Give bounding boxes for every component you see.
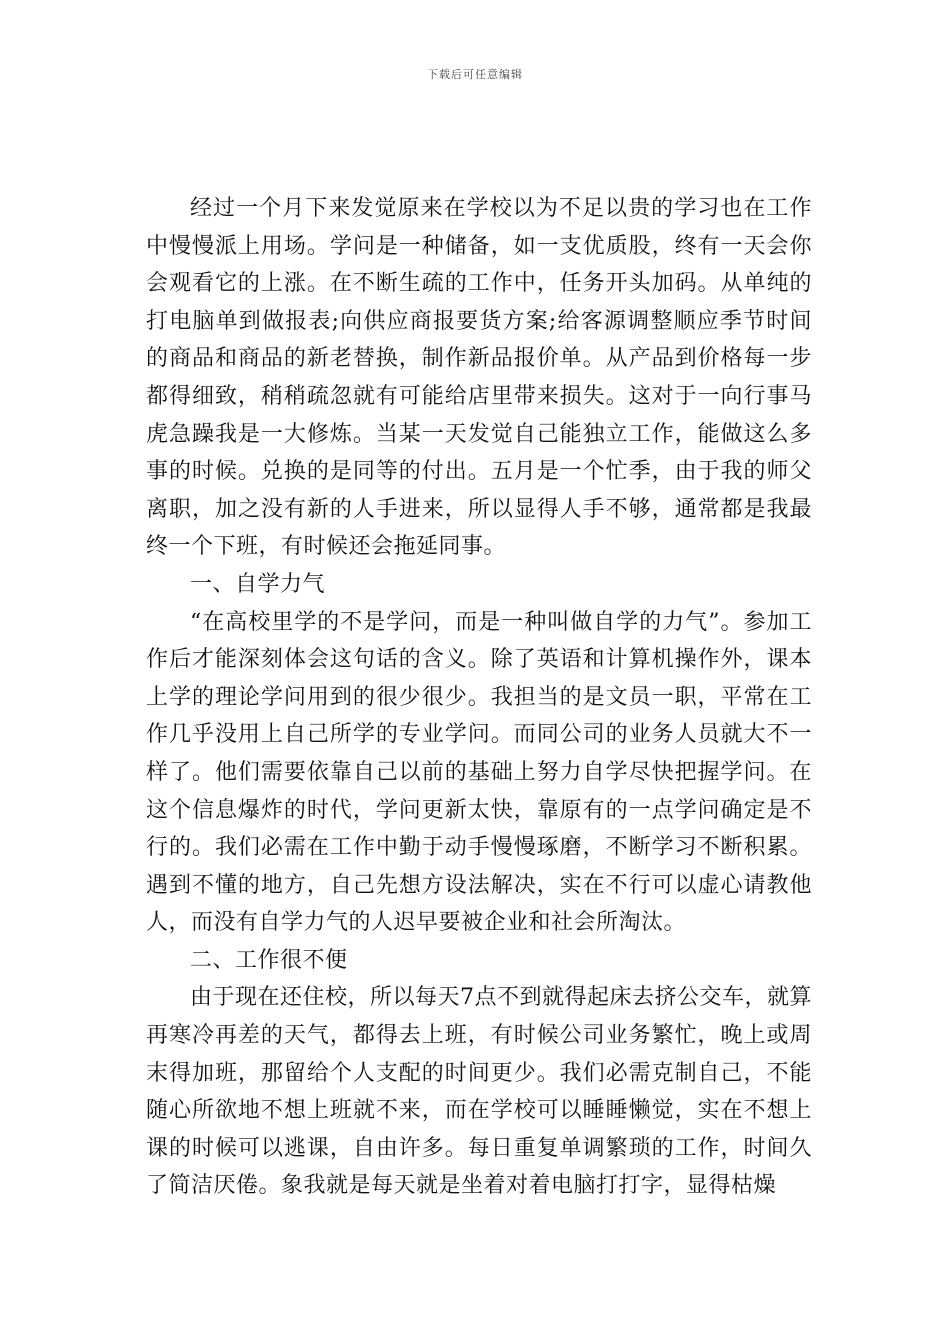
section-heading-work-inconvenience: 二、工作很不便 [190,947,348,973]
paragraph-work-inconvenience: 由于现在还住校，所以每天7点不到就得起床去挤公交车，就算再寒冷再差的天气，都得去上班，有时候公司业务繁忙，晚上或周末得加班，那留给个人支配的时间更少。我们必需克制自己，不能随心所欲地不想上班就不来，而在学校可以睡睡懒觉，实在不想上课的时候可以逃课，自由许多。每日重复单调繁琐的工作，时间久了简洁厌倦。象我就是每天就是坐着对着电脑打打字，显得枯燥 [146,985,812,1199]
section-heading-self-study: 一、自学力气 [190,571,326,597]
document-body [146,190,812,1205]
paragraph-intro: 经过一个月下来发觉原来在学校以为不足以贵的学习也在工作中慢慢派上用场。学问是一种储备，如一支优质股，终有一天会你会观看它的上涨。在不断生疏的工作中，任务开头加码。从单纯的打电脑单到做报表;向供应商报要货方案;给客源调整顺应季节时间的商品和商品的新老替换，制作新品报价单。从产品到价格每一步都得细致，稍稍疏忽就有可能给店里带来损失。这对于一向行事马虎急躁我是一大修炼。当某一天发觉自己能独立工作，能做这么多事的时候。兑换的是同等的付出。五月是一个忙季，由于我的师父离职，加之没有新的人手进来，所以显得人手不够，通常都是我最终一个下班，有时候还会拖延同事。 [146,196,812,560]
paragraph-self-study: “在高校里学的不是学问，而是一种叫做自学的力气”。参加工作后才能深刻体会这句话的含义。除了英语和计算机操作外，课本上学的理论学问用到的很少很少。我担当的是文员一职，平常在工作几乎没用上自己所学的专业学问。而同公司的业务人员就大不一样了。他们需要依靠自己以前的基础上努力自学尽快把握学问。在这个信息爆炸的时代，学问更新太快，靠原有的一点学问确定是不行的。我们必需在工作中勤于动手慢慢琢磨，不断学习不断积累。遇到不懂的地方，自己先想方设法解决，实在不行可以虚心请教他人，而没有自学力气的人迟早要被企业和社会所淘汰。 [146,609,812,936]
page-header-note: 下载后可任意编辑 [427,68,523,81]
